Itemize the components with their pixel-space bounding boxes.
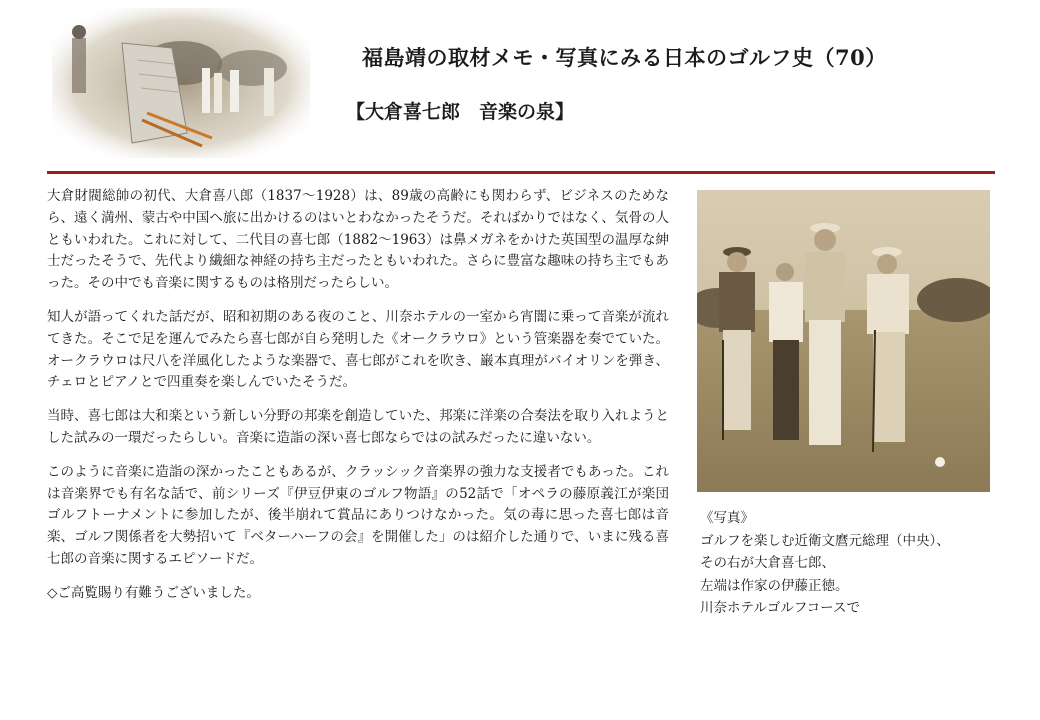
golf-photo — [697, 190, 990, 492]
article-subtitle: 【大倉喜七郎 音楽の泉】 — [346, 101, 575, 123]
caption-line: ゴルフを楽しむ近衛文麿元総理（中央）、 — [700, 532, 950, 549]
page-title: 福島靖の取材メモ・写真にみる日本のゴルフ史（70） — [362, 45, 887, 70]
caption-heading: 《写真》 — [700, 510, 754, 526]
article-paragraph: 大倉財閥総帥の初代、大倉喜八郎（1837～1928）は、89歳の高齢にも関わらず、ビジネスのためなら、遠く満州、蒙古や中国へ旅に出かけるのはいとわなかったそうだ。そればかりではなく、気骨の人ともいわれた。これに対して、二代目の喜七郎（1882～1963）は鼻メガネをかけた英国型の温厚な紳士だったそうで、先代より繊細な神経の持ち主だったともいわれた。さらに豊富な趣味の持ち主でもあった。その中でも音楽に関するものは格別だったらしい。 — [47, 188, 669, 292]
closing-note: ◇ご高覧賜り有難うございました。 — [47, 584, 260, 601]
article-paragraph: このように音楽に造詣の深かったこともあるが、クラッシック音楽界の強力な支援者でもあった。これは音楽界でも有名な話で、前シリーズ『伊豆伊東のゴルフ物語』の52話で「オペラの藤原義江が楽団ゴルフトーナメントに参加したが、後半崩れて賞品にありつけなかった。気の毒に思った喜七郎は音楽、ゴルフ関係者を大勢招いて『ベターハーフの会』を開催した」のは紹介した通りで、いまに残る喜七郎の音楽に関するエピソードだ。 — [47, 463, 669, 567]
caption-line: 川奈ホテルゴルフコースで — [700, 600, 860, 616]
article-paragraph: 当時、喜七郎は大和楽という新しい分野の邦楽を創造していた、邦楽に洋楽の合奏法を取り入れようとした試みの一環だったらしい。音楽に造詣の深い喜七郎ならではの試みだったに違いない。 — [47, 408, 669, 446]
article-paragraph: 知人が語ってくれた話だが、昭和初期のある夜のこと、川奈ホテルの一室から宵闇に乗って音楽が流れてきた。そこで足を運んでみたら喜七郎が自ら発明した《オークラウロ》という管楽器を奏でていた。オークラウロは尺八を洋風化したような楽器で、喜七郎がこれを吹き、巌本真理がバイオリンを弾き、チェロとピアノとで四重奏を楽しんでいたそうだ。 — [47, 308, 669, 391]
title-divider — [47, 171, 995, 174]
header-collage-image — [52, 8, 310, 158]
caption-line: その右が大倉喜七郎、 — [700, 555, 835, 571]
caption-line: 左端は作家の伊藤正徳。 — [700, 577, 849, 594]
photo-caption — [700, 507, 1000, 620]
article-body — [47, 186, 669, 617]
